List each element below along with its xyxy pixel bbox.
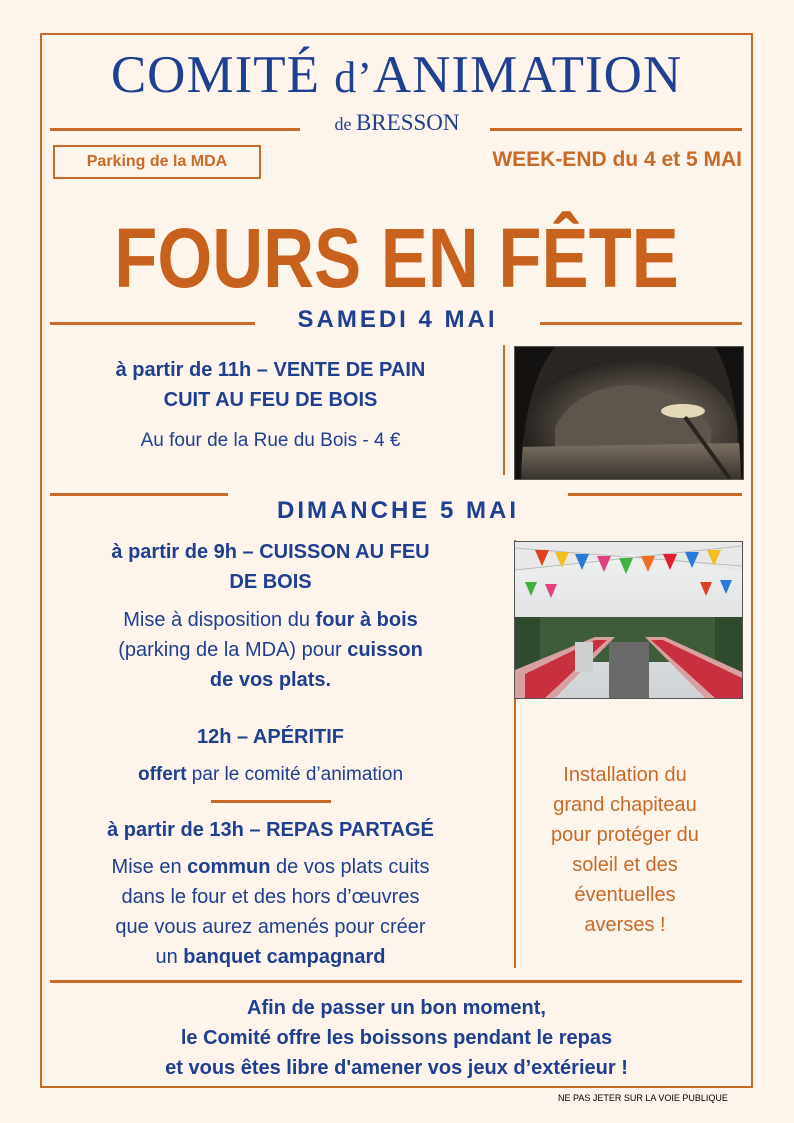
saturday-heading: SAMEDI 4 MAI: [297, 306, 498, 333]
cooking-title: à partir de 9h – CUISSON AU FEU DE BOIS: [111, 541, 430, 593]
wood-oven-photo: [514, 346, 744, 480]
sunday-heading: DIMANCHE 5 MAI: [276, 497, 519, 524]
tent-note: Installation du grand chapiteau pour protéger du soleil et des éventuelles averses !: [551, 764, 699, 936]
saturday-column-divider: [503, 345, 505, 475]
meal-title: à partir de 13h – REPAS PARTAGÉ: [107, 819, 434, 841]
event-title: FOURS EN FÊTE: [114, 211, 679, 305]
footer-message: Afin de passer un bon moment, le Comité offre les boissons pendant le repas et vous êtes libre d'amener vos jeux d’extérieur !: [165, 997, 628, 1079]
disclaimer: NE PAS JETER SUR LA VOIE PUBLIQUE: [558, 1093, 728, 1103]
committee-title: COMITÉ d’ANIMATION: [110, 46, 683, 104]
footer-divider: [50, 980, 742, 983]
cooking-description: Mise à disposition du four à bois (parking de la MDA) pour cuisson de vos plats.: [118, 609, 423, 691]
bread-sale-detail: Au four de la Rue du Bois - 4 €: [140, 430, 401, 451]
parking-badge: Parking de la MDA: [53, 145, 261, 179]
aperitif-title: 12h – APÉRITIF: [196, 726, 345, 748]
meal-divider: [211, 800, 331, 803]
committee-subtitle: de BRESSON: [334, 110, 460, 135]
weekend-label: WEEK-END du 4 et 5 MAI: [492, 148, 742, 171]
saturday-divider-left: [50, 322, 255, 325]
meal-description: Mise en commun de vos plats cuits dans le four et des hors d’œuvres que vous aurez amenés pour créer un banquet campagnard: [111, 856, 430, 968]
aperitif-description: offert par le comité d’animation: [137, 764, 404, 785]
saturday-divider-right: [540, 322, 742, 325]
tent-banquet-photo: [514, 541, 743, 699]
bread-sale-title: à partir de 11h – VENTE DE PAIN CUIT AU FEU DE BOIS: [115, 359, 426, 411]
